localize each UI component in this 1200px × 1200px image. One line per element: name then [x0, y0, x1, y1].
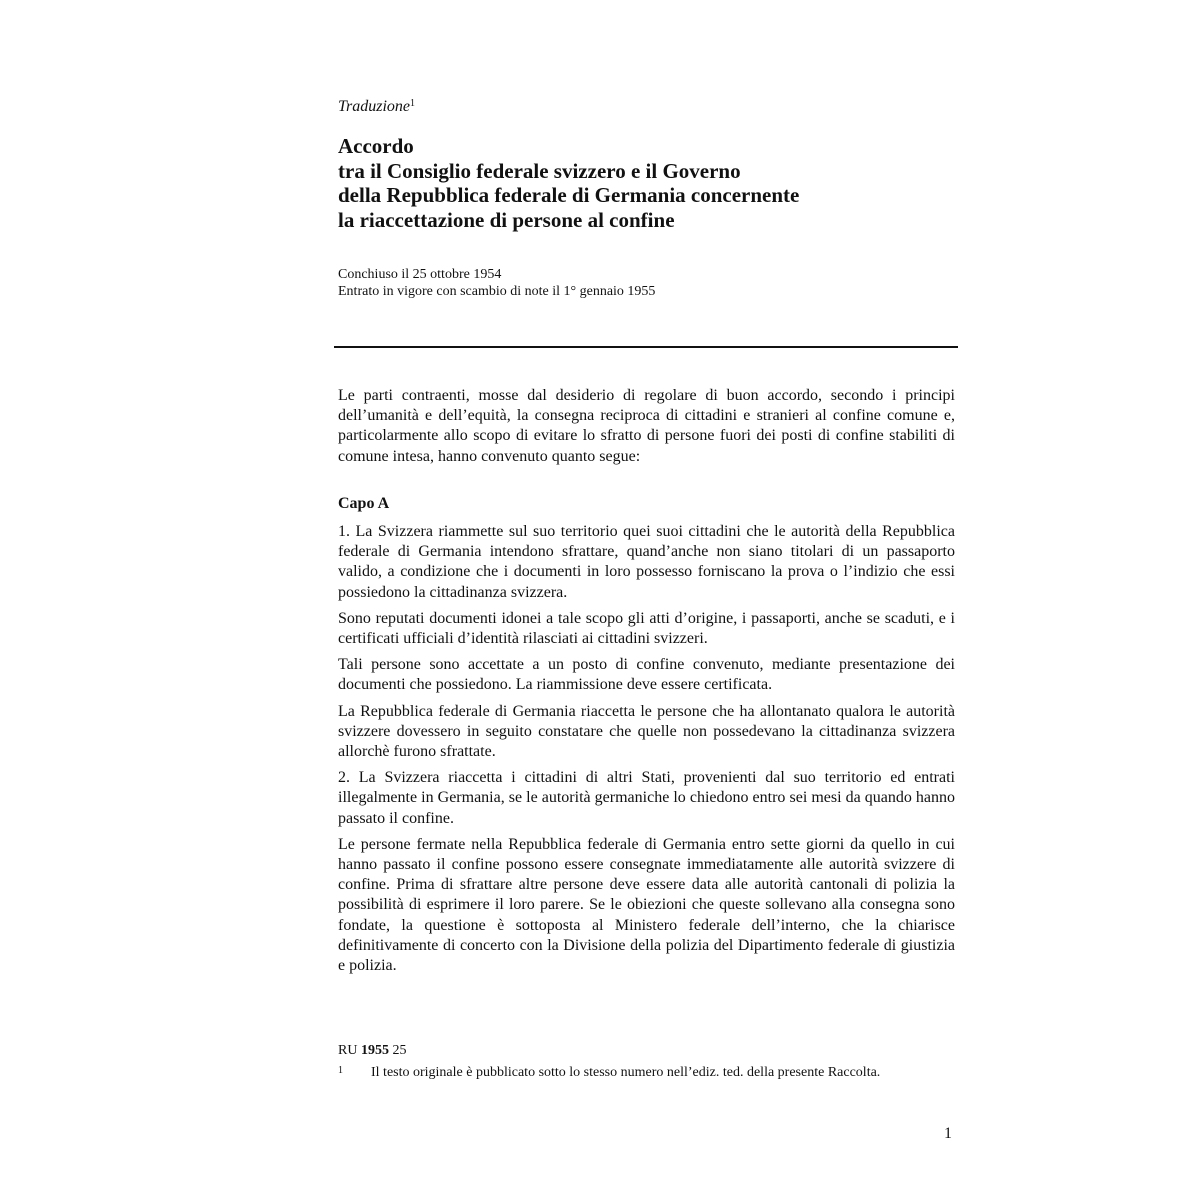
body-paragraph: Le persone fermate nella Repubblica federale di Germania entro sette giorni da quello in cui hanno passato il confine possono essere consegnate immediatamente alle autorità svizzere di confine. Prima di sfrattare altre persone deve essere data alle autorità cantonali di polizia la possibilità di esprimere il loro parere. Se le obiezioni che queste sollevano alla consegna sono fondate, la questione è sottoposta al Ministero federale dell’interno, che la chiarisce definitivamente di concerto con la Divisione della polizia del Dipartimento federale di giustizia e polizia.: [338, 835, 955, 975]
title-line-2: tra il Consiglio federale svizzero e il Governo: [338, 158, 741, 183]
footnote-reference-mark[interactable]: 1: [410, 98, 416, 109]
official-collection-reference: [338, 1043, 406, 1059]
chapter-heading: Capo A: [338, 494, 390, 512]
title-line-4: la riaccettazione di persone al confine: [338, 207, 675, 232]
body-paragraph: 1. La Svizzera riammette sul suo territorio quei suoi cittadini che le autorità della Repubblica federale di Germania intendono sfrattare, quand’anche non siano titolari di un passaporto valido, a condizione che i documenti in loro possesso forniscano la prova o l’indizio che essi possiedono la cittadinanza svizzera.: [338, 523, 955, 601]
page-number: 1: [944, 1125, 952, 1142]
body-paragraph: Tali persone sono accettate a un posto di confine convenuto, mediante presentazione dei documenti che possiedono. La riammissione deve essere certificata.: [338, 656, 955, 694]
document-dates: [338, 266, 655, 300]
body-paragraph: Sono reputati documenti idonei a tale scopo gli atti d’origine, i passaporti, anche se scaduti, e i certificati ufficiali d’identità rilasciati ai cittadini svizzeri.: [338, 609, 955, 648]
title-line-1: Accordo: [338, 134, 414, 158]
in-force-date: Entrato in vigore con scambio di note il 1° gennaio 1955: [338, 284, 656, 299]
concluded-date: Conchiuso il 25 ottobre 1954: [338, 267, 502, 282]
reference-year: 1955: [360, 1043, 389, 1058]
translation-label: [338, 98, 415, 116]
preamble-paragraph: Le parti contraenti, mosse dal desiderio di regolare di buon accordo, secondo i principi dell’umanità e dell’equità, la consegna reciproca di cittadini e stranieri al confine comune e, particolarmente allo scopo di evitare lo sfratto di persone fuori dei posti di confine stabiliti di comune intesa, hanno convenuto quanto segue:: [338, 387, 955, 465]
footnote: [338, 1064, 918, 1081]
document-title: [338, 134, 958, 232]
body-paragraph: La Repubblica federale di Germania riaccetta le persone che ha allontanato qualora le autorità svizzere dovessero in seguito constatare che quelle non possedevano la cittadinanza svizzera allorchè furono sfrattate.: [338, 702, 955, 761]
footnote-number: 1: [338, 1065, 343, 1076]
footnote-text: Il testo originale è pubblicato sotto lo stesso numero nell’ediz. ted. della presente Raccolta.: [371, 1065, 881, 1080]
reference-page: 25: [392, 1043, 407, 1058]
header-divider: [334, 346, 958, 348]
reference-prefix: RU: [338, 1043, 358, 1058]
body-paragraph: 2. La Svizzera riaccetta i cittadini di altri Stati, provenienti dal suo territorio ed entrati illegalmente in Germania, se le autorità germaniche lo chiedono entro sei mesi da quando hanno passato il confine.: [338, 769, 955, 827]
title-line-3: della Repubblica federale di Germania concernente: [338, 183, 800, 207]
translation-label-text: Traduzione: [338, 98, 411, 115]
document-body: [338, 386, 955, 982]
